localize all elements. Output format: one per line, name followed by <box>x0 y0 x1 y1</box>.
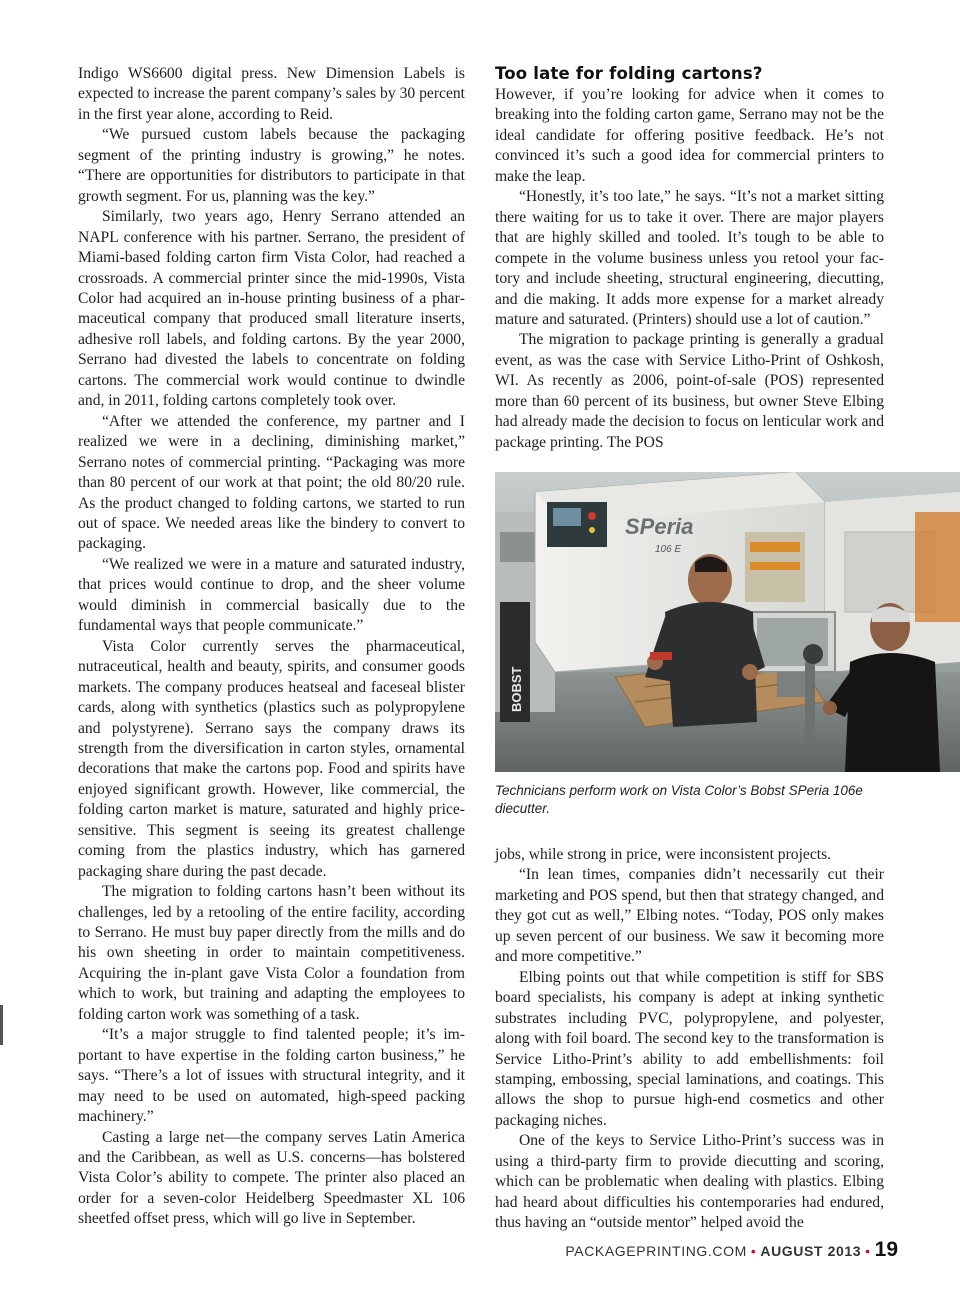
footer-bullet: • <box>865 1243 871 1259</box>
machine-brand-text: SPeria <box>625 514 694 539</box>
body-paragraph: Similarly, two years ago, Henry Serrano attended an NAPL conference with his partner. Serrano, the president of Miami-based folding carton firm Vista Color, had reached a crossroads. A commercial printer since the mid-1990s, Vista Color had acquired an in-house printing business of a pharmaceutical company that produced small literature inserts, adhesive roll labels, and folding cartons. By the year 2000, Serrano had divested the labels to concentrate on folding cartons. The commercial work would continue to dwindle and, in 2011, folding cartons completely took over. <box>78 208 465 410</box>
body-paragraph: However, if you’re looking for advice when it comes to breaking into the folding carton game, Serrano may not be the ideal candidate for offering positive feedback. He’s not convinced it’s such a good idea for commercial printers to make the leap. <box>495 86 884 185</box>
right-column-bottom <box>495 845 884 1234</box>
section-subhead: Too late for folding cartons? <box>495 64 763 83</box>
side-brand-text: BOBST <box>509 666 524 712</box>
body-paragraph: Elbing points out that while competition is stiff for SBS board specialists, his company is adept at inking synthetic substrates including PVC, polypropylene, and polyester, along with foil board. The second key to the transformation is Service Litho-Print’s ability to add embellishments: foil stamping, embossing, special laminations, and coatings. This allows the shop to pursue high-end cosmetics and other packaging niches. <box>495 968 884 1129</box>
photo-illustration <box>495 472 960 772</box>
body-paragraph: “After we attended the conference, my partner and I realized we were in a declining, diminishing market,” Serrano notes of commercial printing. “Packaging was more than 80 percent of our work at that point; the old 80/20 rule. As the product changed to folding cartons, we started to run out of space. We needed areas like the bindery to convert to packaging. <box>78 412 465 553</box>
margin-mark <box>0 1005 3 1045</box>
body-paragraph: Vista Color currently serves the pharmaceutical, nutraceutical, health and beauty, spirits, and consumer goods markets. The company produces heatseal and faceseal blister cards, along with synthetics (plastics such as polypropylene and polystyrene). Serrano says the company draws its strength from the diversification in carton styles, ornamental decorations that make the cartons pop. Food and spirits have enjoyed significant growth. However, like commercial, the folding carton market is mature, saturated and highly price-sensitive. This segment is seeing its greatest challenge coming from the plastics industry, which has garnered packaging share during the past decade. <box>78 637 465 880</box>
body-paragraph: jobs, while strong in price, were inconsistent projects. <box>495 846 832 863</box>
footer-site: PACKAGEPRINTING.COM <box>565 1243 747 1259</box>
body-paragraph: Indigo WS6600 digital press. New Dimension Labels is expected to increase the parent company’s sales by 30 percent in the first year alone, according to Reid. <box>78 65 465 123</box>
right-column-top <box>495 64 884 453</box>
left-column <box>78 64 465 1230</box>
diecutter-photo <box>495 472 960 772</box>
body-paragraph: “We pursued custom labels because the packaging segment of the printing industry is growing,” he notes. “There are opportunities for distributors to participate in that growth segment. For us, planning was the key.” <box>78 126 465 205</box>
photo-caption: Technicians perform work on Vista Color’s Bobst SPeria 106e diecutter. <box>495 783 863 816</box>
body-paragraph: The migration to folding cartons hasn’t been without its challenges, led by a retooling of the entire facility, according to Serrano. He must buy paper directly from the mills and do his own sheeting in order to maintain competitiveness. Acquiring the in-plant gave Vista Color a foundation from which to work, but training and adapting the employees to folding carton work was something of a task. <box>78 883 465 1023</box>
footer-bullet: • <box>750 1243 757 1259</box>
body-paragraph: “Honestly, it’s too late,” he says. “It’s not a market sitting there waiting for us to take it over. There are major players that are highly skilled and tooled. It’s tough to be able to compete in the volume business unless you retool your factory and include sheeting, structural engineering, diecutting, and die making. It adds more expense for a market already mature and saturated. (Printers) should use a lot of caution.” <box>495 188 884 328</box>
body-paragraph: One of the keys to Service Litho-Print’s success was in using a third-party firm to provide diecutting and scoring, which can be problematic when dealing with plastics. Elbing had heard about difficulties his contemporaries had endured, thus having an “outside mentor” helped avoid the <box>495 1132 884 1232</box>
body-paragraph: “We realized we were in a mature and saturated industry, that prices would continue to drop, and the sheer volume would diminish in commercial basically due to the fundamental ways that people communicate.” <box>78 555 465 635</box>
body-paragraph: The migration to package printing is generally a gradual event, as was the case with Service Litho-Print of Oshkosh, WI. As recently as 2006, point-of-sale (POS) represented more than 60 percent of its business, but owner Steve Elbing had already made the decision to focus on lenticular work and package printing. The POS <box>495 331 884 451</box>
machine-model-text: 106 E <box>655 544 682 555</box>
page-number: 19 <box>874 1238 898 1261</box>
body-paragraph: “It’s a major struggle to find talented people; it’s important to have expertise in the folding carton business,” he says. “There’s a lot of issues with structural integrity, and it may need to be used on automated, high-speed packing machinery.” <box>78 1026 465 1126</box>
page-footer <box>565 1238 898 1262</box>
body-paragraph: “In lean times, companies didn’t necessarily cut their marketing and POS spend, but then that strategy changed, and they got cut as well,” Elbing notes. “Today, POS only makes up seven percent of our business. We saw it becoming more and more competitive.” <box>495 866 884 966</box>
footer-issue: AUGUST 2013 <box>760 1243 862 1259</box>
body-paragraph: Casting a large net—the company serves Latin America and the Caribbean, as well as U.S. concerns—has bolstered Vista Color’s ability to compete. The printer also placed an order for a seven-color Heidelberg Speedmaster XL 106 sheetfed offset press, which will go live in September. <box>78 1128 465 1228</box>
